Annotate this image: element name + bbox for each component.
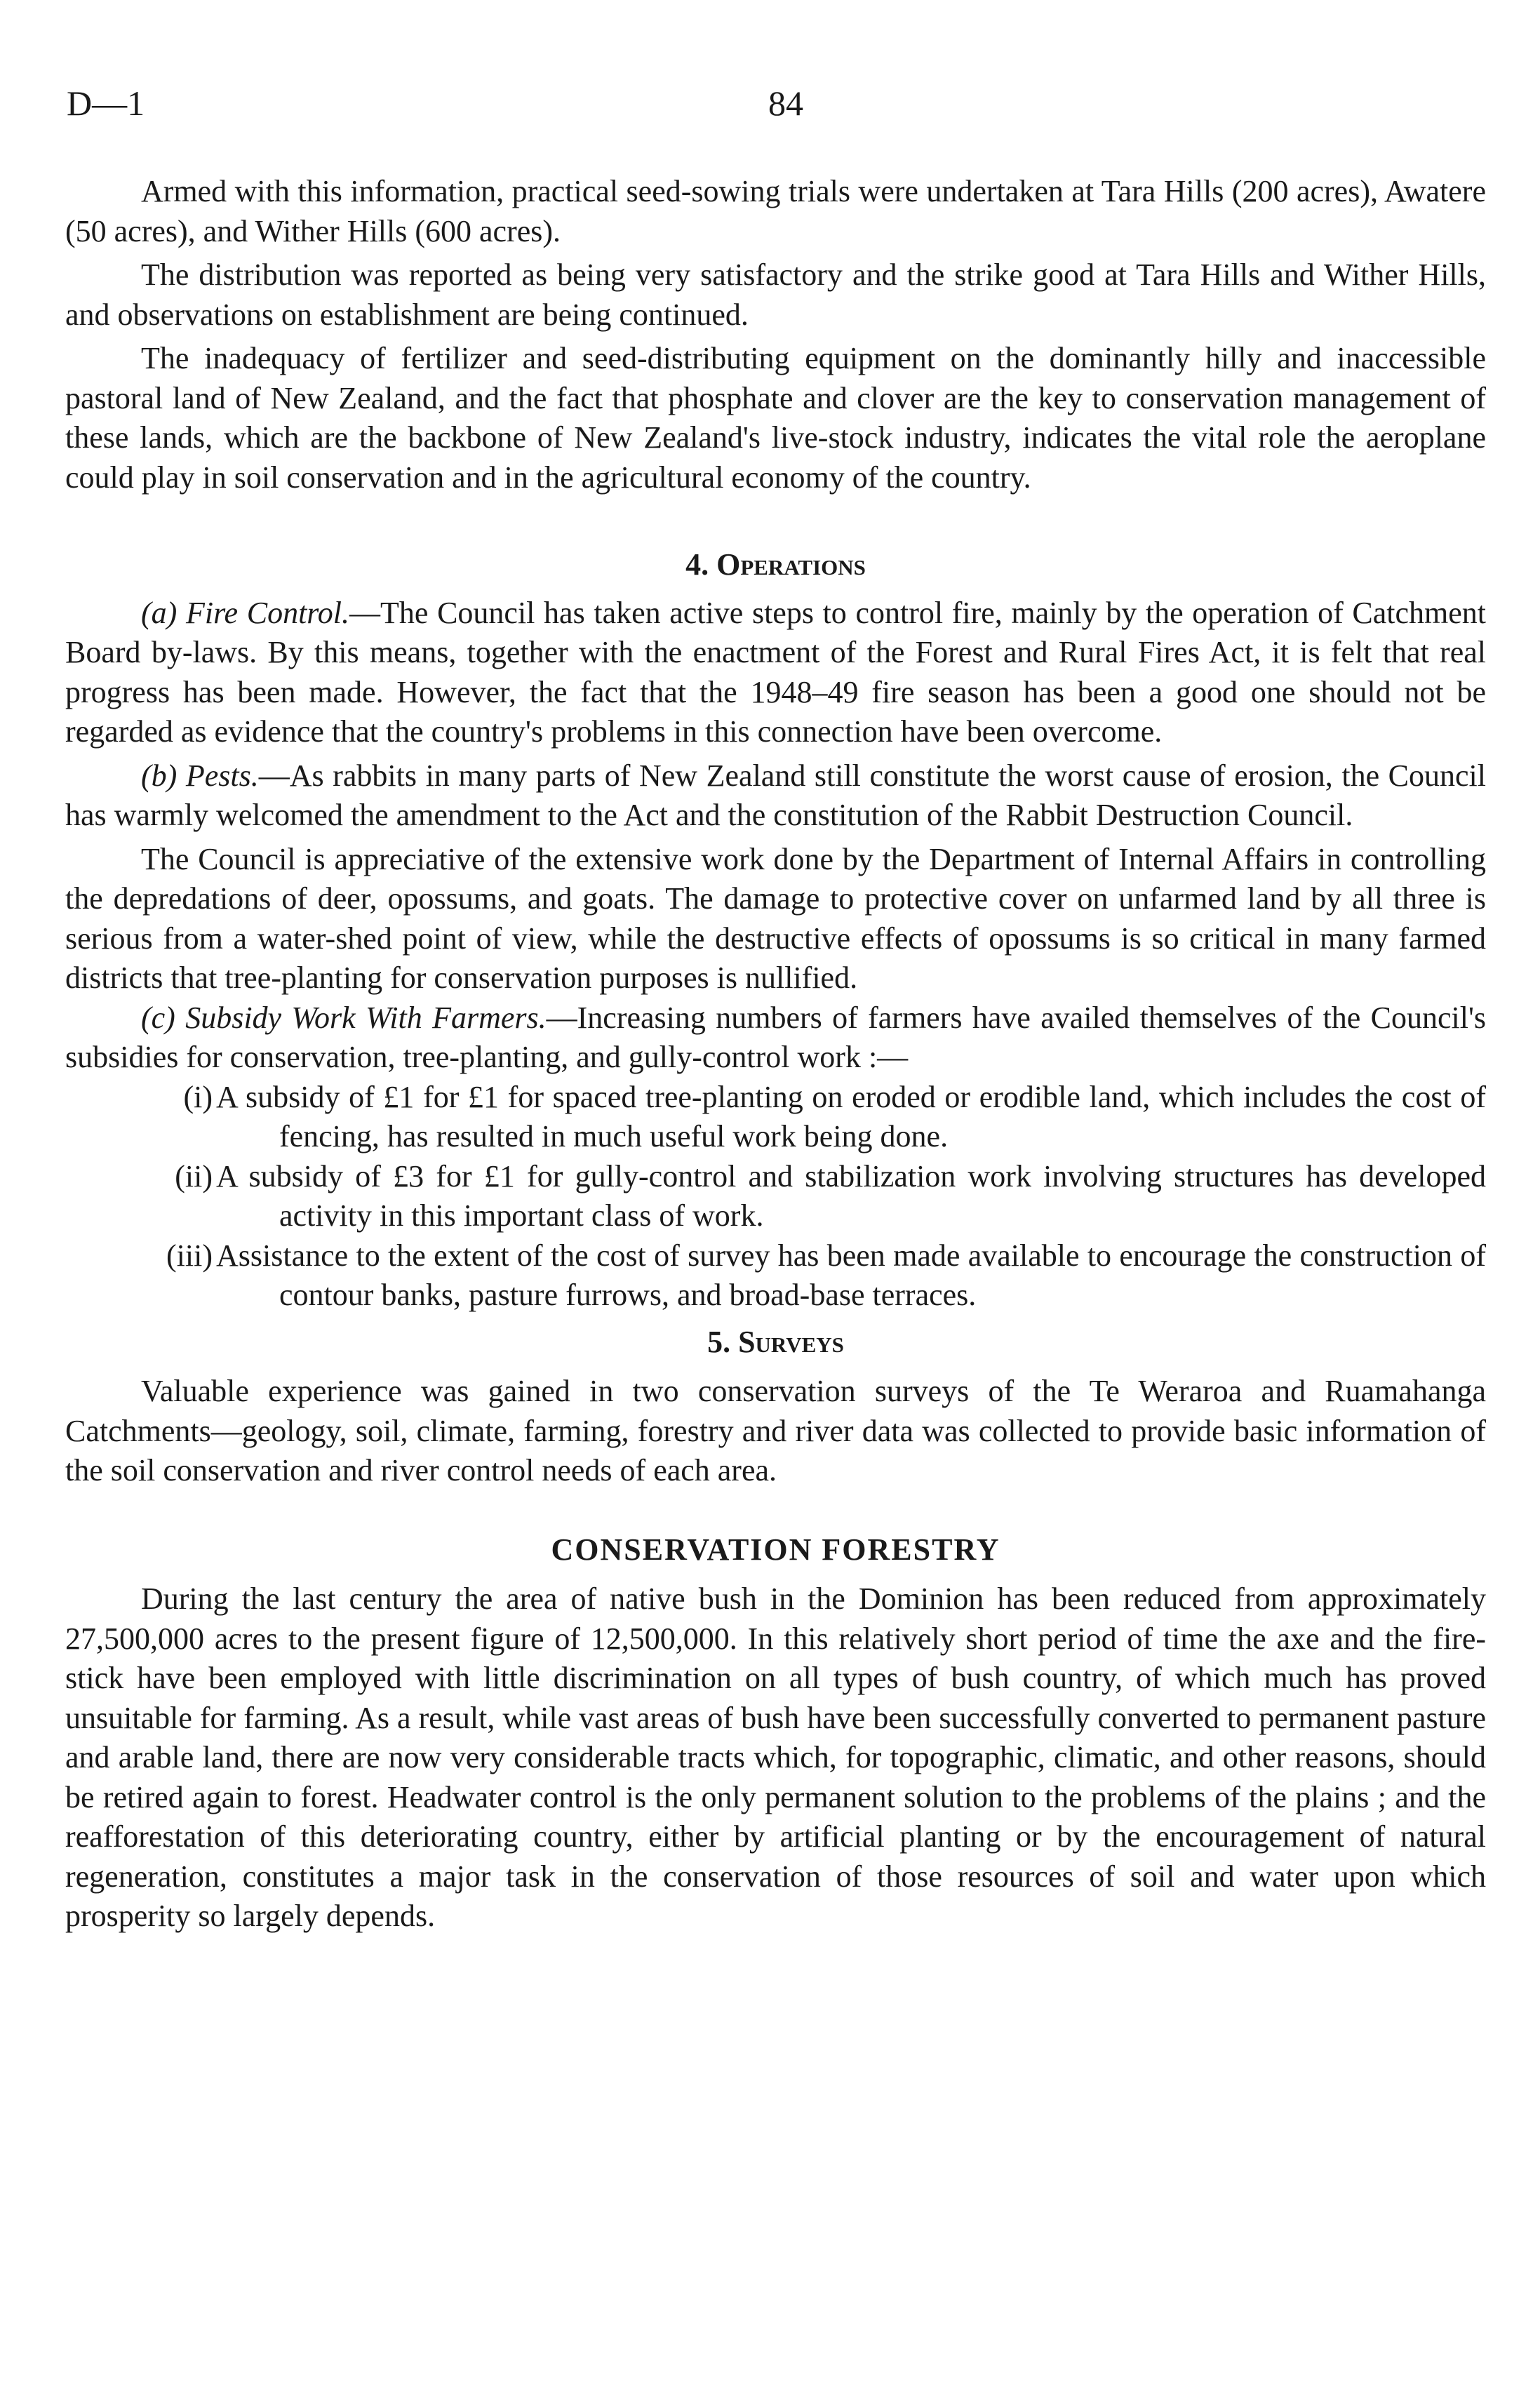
heading-surveys bbox=[65, 1323, 1486, 1363]
paragraph-internal-affairs: The Council is appreciative of the extensive work done by the Department of Internal Affairs in controlling the depredations of deer, opossums, and goats. The damage to protective cover on unfarmed land by all three is serious from a water-shed point of view, while the destructive effects of opossums is so critical in many farmed districts that tree-planting for conservation purposes is nullified. bbox=[65, 841, 1486, 995]
heading-operations-title: Operations bbox=[716, 547, 866, 582]
pests-title: Pests. bbox=[185, 758, 259, 793]
subsidy-text: —Increasing numbers of farmers have availed themselves of the Council's subsidies for conservation, tree-planting, and gully-control work :— bbox=[65, 1000, 1487, 1074]
pests-label: (b) bbox=[141, 758, 178, 793]
list-item bbox=[65, 1157, 1486, 1236]
paragraph-subsidy-work bbox=[65, 998, 1486, 1078]
list-item-text bbox=[216, 1078, 1486, 1157]
page-header bbox=[67, 83, 1484, 132]
page-number: 84 bbox=[768, 83, 803, 123]
list-item bbox=[65, 1078, 1486, 1157]
list-item-marker: (iii) bbox=[166, 1238, 213, 1273]
fire-control-label: (a) bbox=[141, 595, 178, 630]
list-item-text-content: Assistance to the extent of the cost of survey has been made available to encourage the construction of contour banks, pasture furrows, and broad-base terraces. bbox=[216, 1238, 1486, 1312]
subsidy-label: (c) bbox=[141, 1000, 175, 1035]
paragraph-seed-sowing-trials: Armed with this information, practical seed-sowing trials were undertaken at Tara Hills (200 acres), Awatere (50 acres), and Wither Hills (600 acres). bbox=[65, 174, 1486, 248]
fire-control-title: Fire Control. bbox=[185, 595, 350, 630]
paragraph-conservation-forestry: During the last century the area of native bush in the Dominion has been reduced from approximately 27,500,000 acres to the present figure of 12,500,000. In this relatively short period of time the axe and the fire-stick have been employed with little discrimination on all types of bush country, of which much has proved unsuitable for farming. As a result, while vast areas of bush have been successfully converted to permanent pasture and arable land, there are now very considerable tracts which, for topographic, climatic, and other reasons, should be retired again to forest. Headwater control is the only permanent solution to the problems of the plains ; and the reafforestation of this deteriorating country, either by artificial planting or by the encouragement of natural regeneration, constitutes a major task in the conservation of those resources of soil and water upon which prosperity so largely depends. bbox=[65, 1581, 1486, 1933]
list-item-text-content: A subsidy of £3 for £1 for gully-control and stabilization work involving structures has developed activity in this important class of work. bbox=[216, 1158, 1486, 1233]
heading-surveys-title: Surveys bbox=[738, 1324, 844, 1359]
subsidy-title: Subsidy Work With Farmers. bbox=[185, 1000, 547, 1035]
heading-operations-number: 4. bbox=[685, 547, 709, 582]
heading-operations bbox=[65, 545, 1486, 585]
heading-surveys-number: 5. bbox=[707, 1324, 731, 1359]
list-item-text-content: A subsidy of £1 for £1 for spaced tree-planting on eroded or erodible land, which includes the cost of fencing, has resulted in much useful work being done. bbox=[216, 1079, 1486, 1153]
list-item-text bbox=[216, 1157, 1486, 1236]
list-item-text bbox=[216, 1236, 1486, 1316]
heading-conservation-forestry: CONSERVATION FORESTRY bbox=[551, 1532, 1000, 1567]
subsidy-list bbox=[65, 1078, 1486, 1316]
paragraph-aeroplane-role: The inadequacy of fertilizer and seed-distributing equipment on the dominantly hilly and inaccessible pastoral land of New Zealand, and the fact that phosphate and clover are the key to conservation management of these lands, which are the backbone of New Zealand's live-stock industry, indicates the vital role the aeroplane could play in soil conservation and in the agricultural economy of the country. bbox=[65, 341, 1486, 495]
paragraph-distribution: The distribution was reported as being very satisfactory and the strike good at Tara Hills and Wither Hills, and observations on establishment are being continued. bbox=[65, 258, 1486, 332]
paragraph-fire-control bbox=[65, 594, 1486, 752]
list-item-marker: (i) bbox=[183, 1079, 213, 1114]
fire-control-text: —The Council has taken active steps to control fire, mainly by the operation of Catchment Board by-laws. By this means, together with the enactment of the Forest and Rural Fires Act, it is felt that real progress has been made. However, the fact that the 1948–49 fire season has been a good one should not be regarded as evidence that the country's problems in this connection have been overcome. bbox=[65, 595, 1487, 749]
body-text bbox=[65, 172, 1486, 1937]
paragraph-surveys: Valuable experience was gained in two conservation surveys of the Te Weraroa and Ruamahanga Catchments—geology, soil, climate, farming, forestry and river data was collected to provide basic information of the soil conservation and river control needs of each area. bbox=[65, 1374, 1486, 1487]
list-item bbox=[65, 1236, 1486, 1316]
pests-text: —As rabbits in many parts of New Zealand still constitute the worst cause of erosion, the Council has warmly welcomed the amendment to the Act and the constitution of the Rabbit Destruction Council. bbox=[65, 758, 1487, 832]
document-code: D—1 bbox=[67, 83, 145, 123]
list-item-marker: (ii) bbox=[175, 1158, 213, 1193]
paragraph-pests bbox=[65, 756, 1486, 836]
